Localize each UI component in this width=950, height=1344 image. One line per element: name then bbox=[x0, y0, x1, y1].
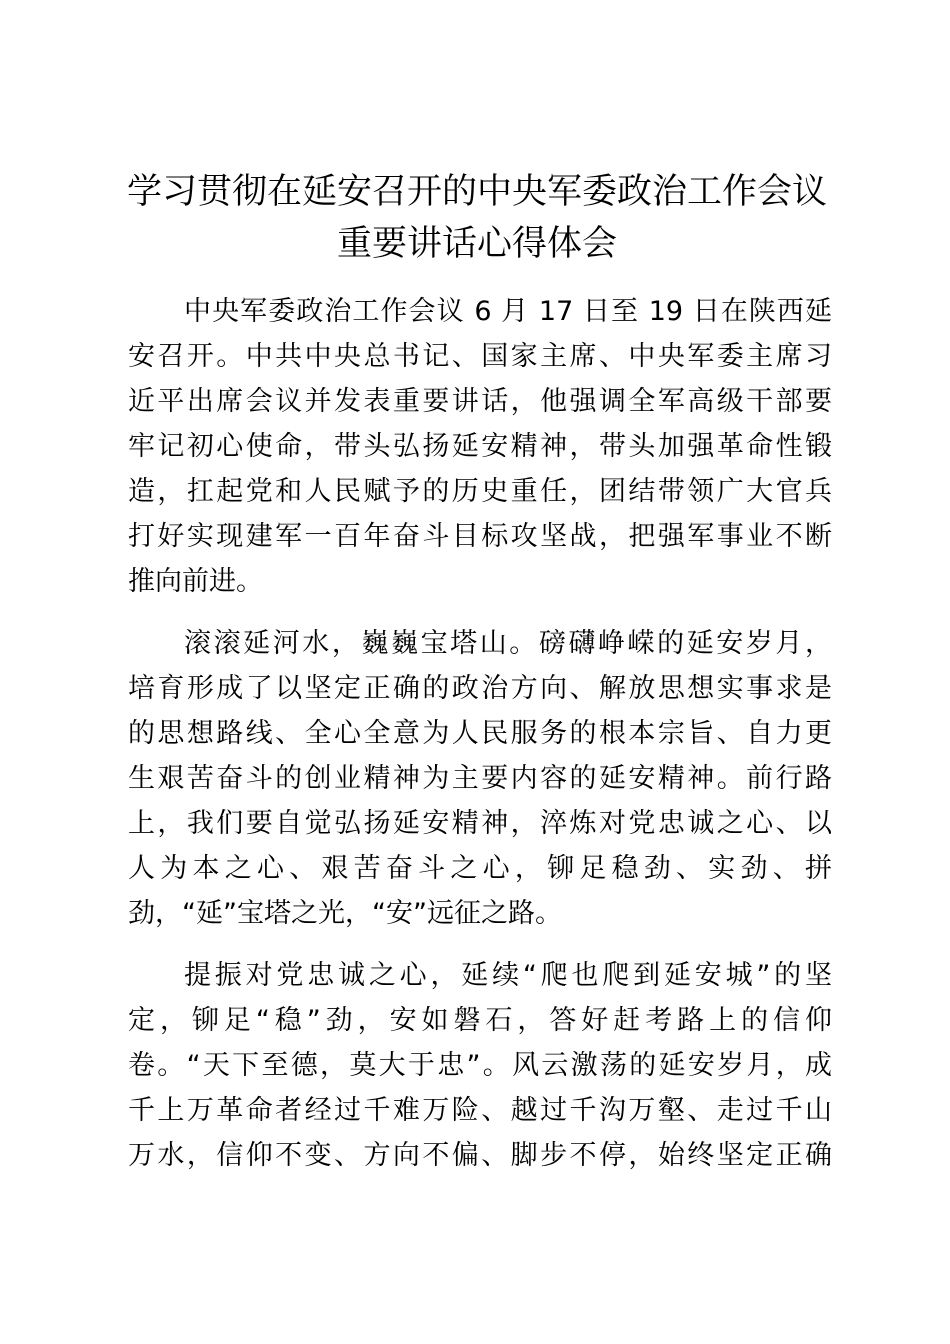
paragraph-line: 卷。“天下至德，莫大于忠”。风云激荡的延安岁月，成 bbox=[128, 1050, 832, 1081]
paragraph-line: 打好实现建军一百年奋斗目标攻坚战，把强军事业不断 bbox=[128, 521, 832, 552]
paragraph-line: 滚滚延河水，巍巍宝塔山。磅礴峥嵘的延安岁月， bbox=[184, 628, 832, 659]
document-body bbox=[128, 289, 832, 1195]
paragraph-line: 安召开。中共中央总书记、国家主席、中央军委主席习 bbox=[128, 341, 832, 372]
paragraph-line: 千上万革命者经过千难万险、越过千沟万壑、走过千山 bbox=[128, 1095, 832, 1126]
paragraph-line: 造，扛起党和人民赋予的历史重任，团结带领广大官兵 bbox=[128, 476, 832, 507]
paragraph-line: 人为本之心、艰苦奋斗之心，铆足稳劲、实劲、拼 bbox=[128, 853, 832, 884]
title-line-1: 学习贯彻在延安召开的中央军委政治工作会议 bbox=[126, 172, 827, 212]
paragraph-line: 推向前进。 bbox=[128, 566, 263, 597]
paragraph-line: 近平出席会议并发表重要讲话，他强调全军高级干部要 bbox=[128, 386, 832, 417]
title-line-2: 重要讲话心得体会 bbox=[336, 224, 617, 264]
paragraph-line: 培育形成了以坚定正确的政治方向、解放思想实事求是 bbox=[128, 673, 832, 704]
paragraph-1 bbox=[128, 289, 832, 604]
paragraph-line: 牢记初心使命，带头弘扬延安精神，带头加强革命性锻 bbox=[128, 431, 832, 462]
paragraph-3 bbox=[128, 953, 832, 1178]
paragraph-line: 劲，“延”宝塔之光，“安”远征之路。 bbox=[128, 898, 562, 929]
paragraph-line: 提振对党忠诚之心，延续“爬也爬到延安城”的坚 bbox=[184, 960, 832, 991]
paragraph-2 bbox=[128, 621, 832, 936]
paragraph-line: 生艰苦奋斗的创业精神为主要内容的延安精神。前行路 bbox=[128, 763, 832, 794]
paragraph-line: 的思想路线、全心全意为人民服务的根本宗旨、自力更 bbox=[128, 718, 832, 749]
paragraph-line: 定，铆足“稳”劲，安如磐石，答好赶考路上的信仰 bbox=[128, 1005, 832, 1036]
document-title bbox=[120, 166, 834, 270]
paragraph-line: 中央军委政治工作会议 6 月 17 日至 19 日在陕西延 bbox=[184, 296, 832, 327]
paragraph-line: 万水，信仰不变、方向不偏、脚步不停，始终坚定正确 bbox=[128, 1140, 832, 1171]
paragraph-line: 上，我们要自觉弘扬延安精神，淬炼对党忠诚之心、以 bbox=[128, 808, 832, 839]
